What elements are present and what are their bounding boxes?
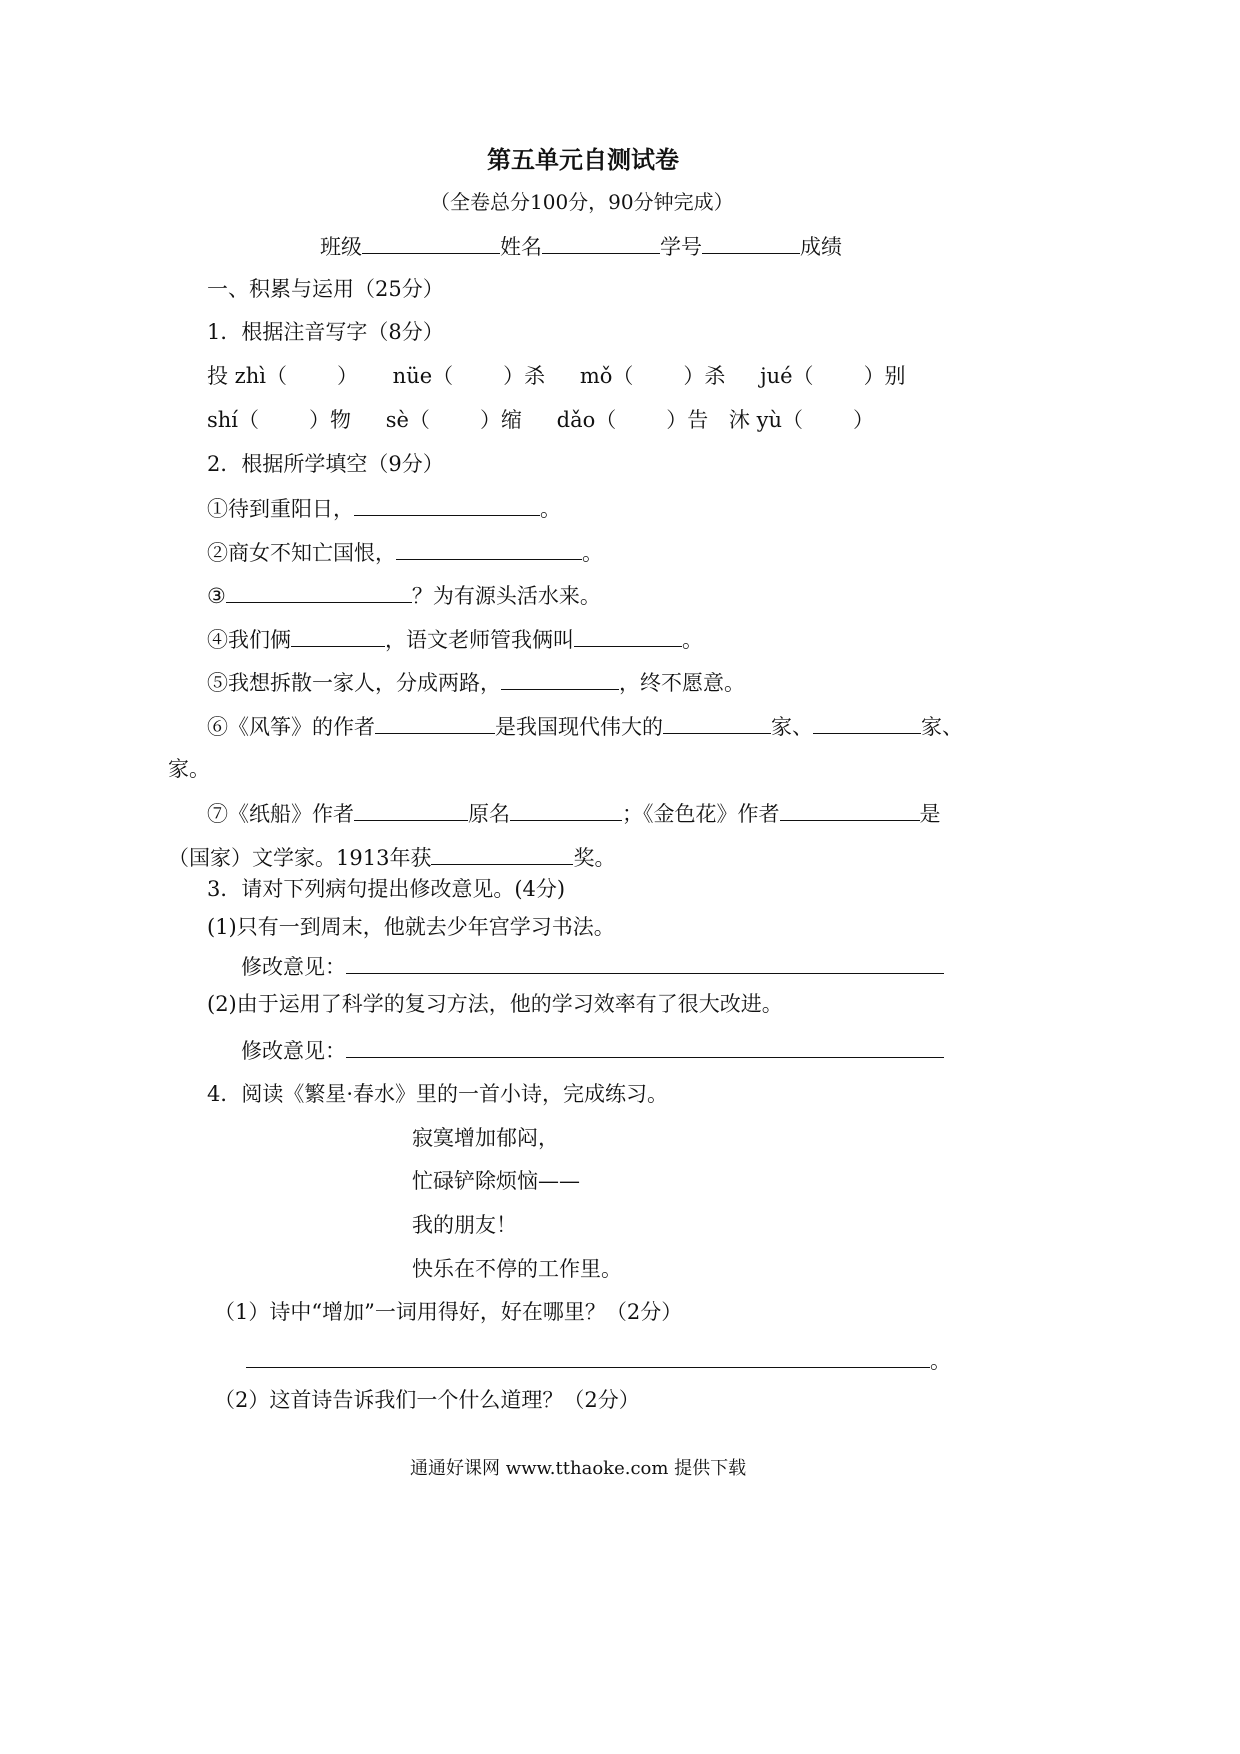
poem-line: 快乐在不停的工作里。: [412, 1257, 622, 1281]
answer-blank[interactable]: [813, 711, 921, 734]
poem-line: 我的朋友！: [412, 1213, 517, 1237]
fill-item-3: ③ ？为有源头活水来。: [207, 580, 601, 610]
fill-item-1: ①待到重阳日， 。: [207, 493, 561, 523]
fill-item-4: ④我们俩 ，语文老师管我俩叫 。: [207, 624, 703, 654]
sub-question-2: （2）这首诗告诉我们一个什么道理？（2分）: [214, 1388, 640, 1412]
fill-item-5: ⑤我想拆散一家人，分成两路， ，终不愿意。: [207, 667, 745, 697]
q4-label: 4．阅读《繁星·春水》里的一首小诗，完成练习。: [207, 1082, 669, 1106]
pinyin-row-1: [207, 362, 906, 390]
section-heading: 一、积累与运用（25分）: [207, 277, 444, 301]
page-subtitle: （全卷总分100分，90分钟完成）: [430, 190, 734, 214]
fill-item-6-cont: 家。: [168, 757, 210, 781]
class-blank[interactable]: [362, 231, 500, 254]
answer-blank[interactable]: [663, 711, 771, 734]
answer-blank[interactable]: [780, 798, 920, 821]
info-line: [320, 231, 842, 261]
answer-blank[interactable]: [375, 711, 495, 734]
pinyin-row-2: [207, 406, 874, 434]
sentence-2: (2)由于运用了科学的复习方法，他的学习效率有了很大改进。: [207, 992, 783, 1016]
fill-item-2: ②商女不知亡国恨， 。: [207, 537, 603, 567]
fill-item-6: ⑥《风筝》的作者 是我国现代伟大的 家、 家、: [207, 711, 963, 741]
pinyin-item: sè（ ）缩: [385, 408, 522, 432]
advice-line-2: 修改意见：: [241, 1035, 944, 1065]
answer-blank[interactable]: [291, 624, 385, 647]
pinyin-item: 沐 yù（ ）: [728, 408, 874, 432]
name-label: 姓名: [500, 235, 542, 259]
page-footer: 通通好课网 www.tthaoke.com 提供下载: [410, 1458, 747, 1479]
fill-item-7: ⑦《纸船》作者 原名 ；《金色花》作者 是: [207, 798, 941, 828]
sentence-1: (1)只有一到周末，他就去少年宫学习书法。: [207, 915, 615, 939]
poem-line: 忙碌铲除烦恼——: [412, 1169, 580, 1193]
pinyin-item: 投 zhì（ ）: [207, 364, 358, 388]
answer-blank[interactable]: [226, 580, 412, 603]
answer-line-1: 。: [246, 1345, 951, 1375]
answer-blank[interactable]: [354, 493, 540, 516]
answer-blank[interactable]: [501, 667, 619, 690]
pinyin-item: mǒ（ ）杀: [579, 364, 726, 388]
score-label: 成绩: [800, 235, 842, 259]
q3-label: 3．请对下列病句提出修改意见。(4分): [207, 877, 566, 901]
advice-blank[interactable]: [346, 1035, 944, 1058]
answer-blank[interactable]: [574, 624, 682, 647]
q1-label: 1．根据注音写字（8分）: [207, 320, 444, 344]
poem-line: 寂寞增加郁闷，: [412, 1126, 559, 1150]
answer-blank[interactable]: [510, 798, 622, 821]
student-id-label: 学号: [660, 235, 702, 259]
class-label: 班级: [320, 235, 362, 259]
advice-line-1: 修改意见：: [241, 951, 944, 981]
answer-blank[interactable]: [246, 1345, 930, 1368]
pinyin-item: dǎo（ ）告: [556, 408, 709, 432]
fill-item-7-cont: （国家）文学家。1913年获 奖。: [168, 842, 615, 872]
answer-blank[interactable]: [354, 798, 468, 821]
q2-label: 2．根据所学填空（9分）: [207, 452, 444, 476]
advice-blank[interactable]: [346, 951, 944, 974]
student-id-blank[interactable]: [702, 231, 800, 254]
name-blank[interactable]: [542, 231, 660, 254]
pinyin-item: jué（ ）别: [760, 364, 906, 388]
sub-question-1: （1）诗中“增加”一词用得好，好在哪里？（2分）: [214, 1300, 683, 1324]
answer-blank[interactable]: [396, 537, 582, 560]
page-title: 第五单元自测试卷: [487, 146, 679, 174]
pinyin-item: shí（ ）物: [207, 408, 352, 432]
answer-blank[interactable]: [431, 842, 573, 865]
pinyin-item: nüe（ ）杀: [392, 364, 546, 388]
